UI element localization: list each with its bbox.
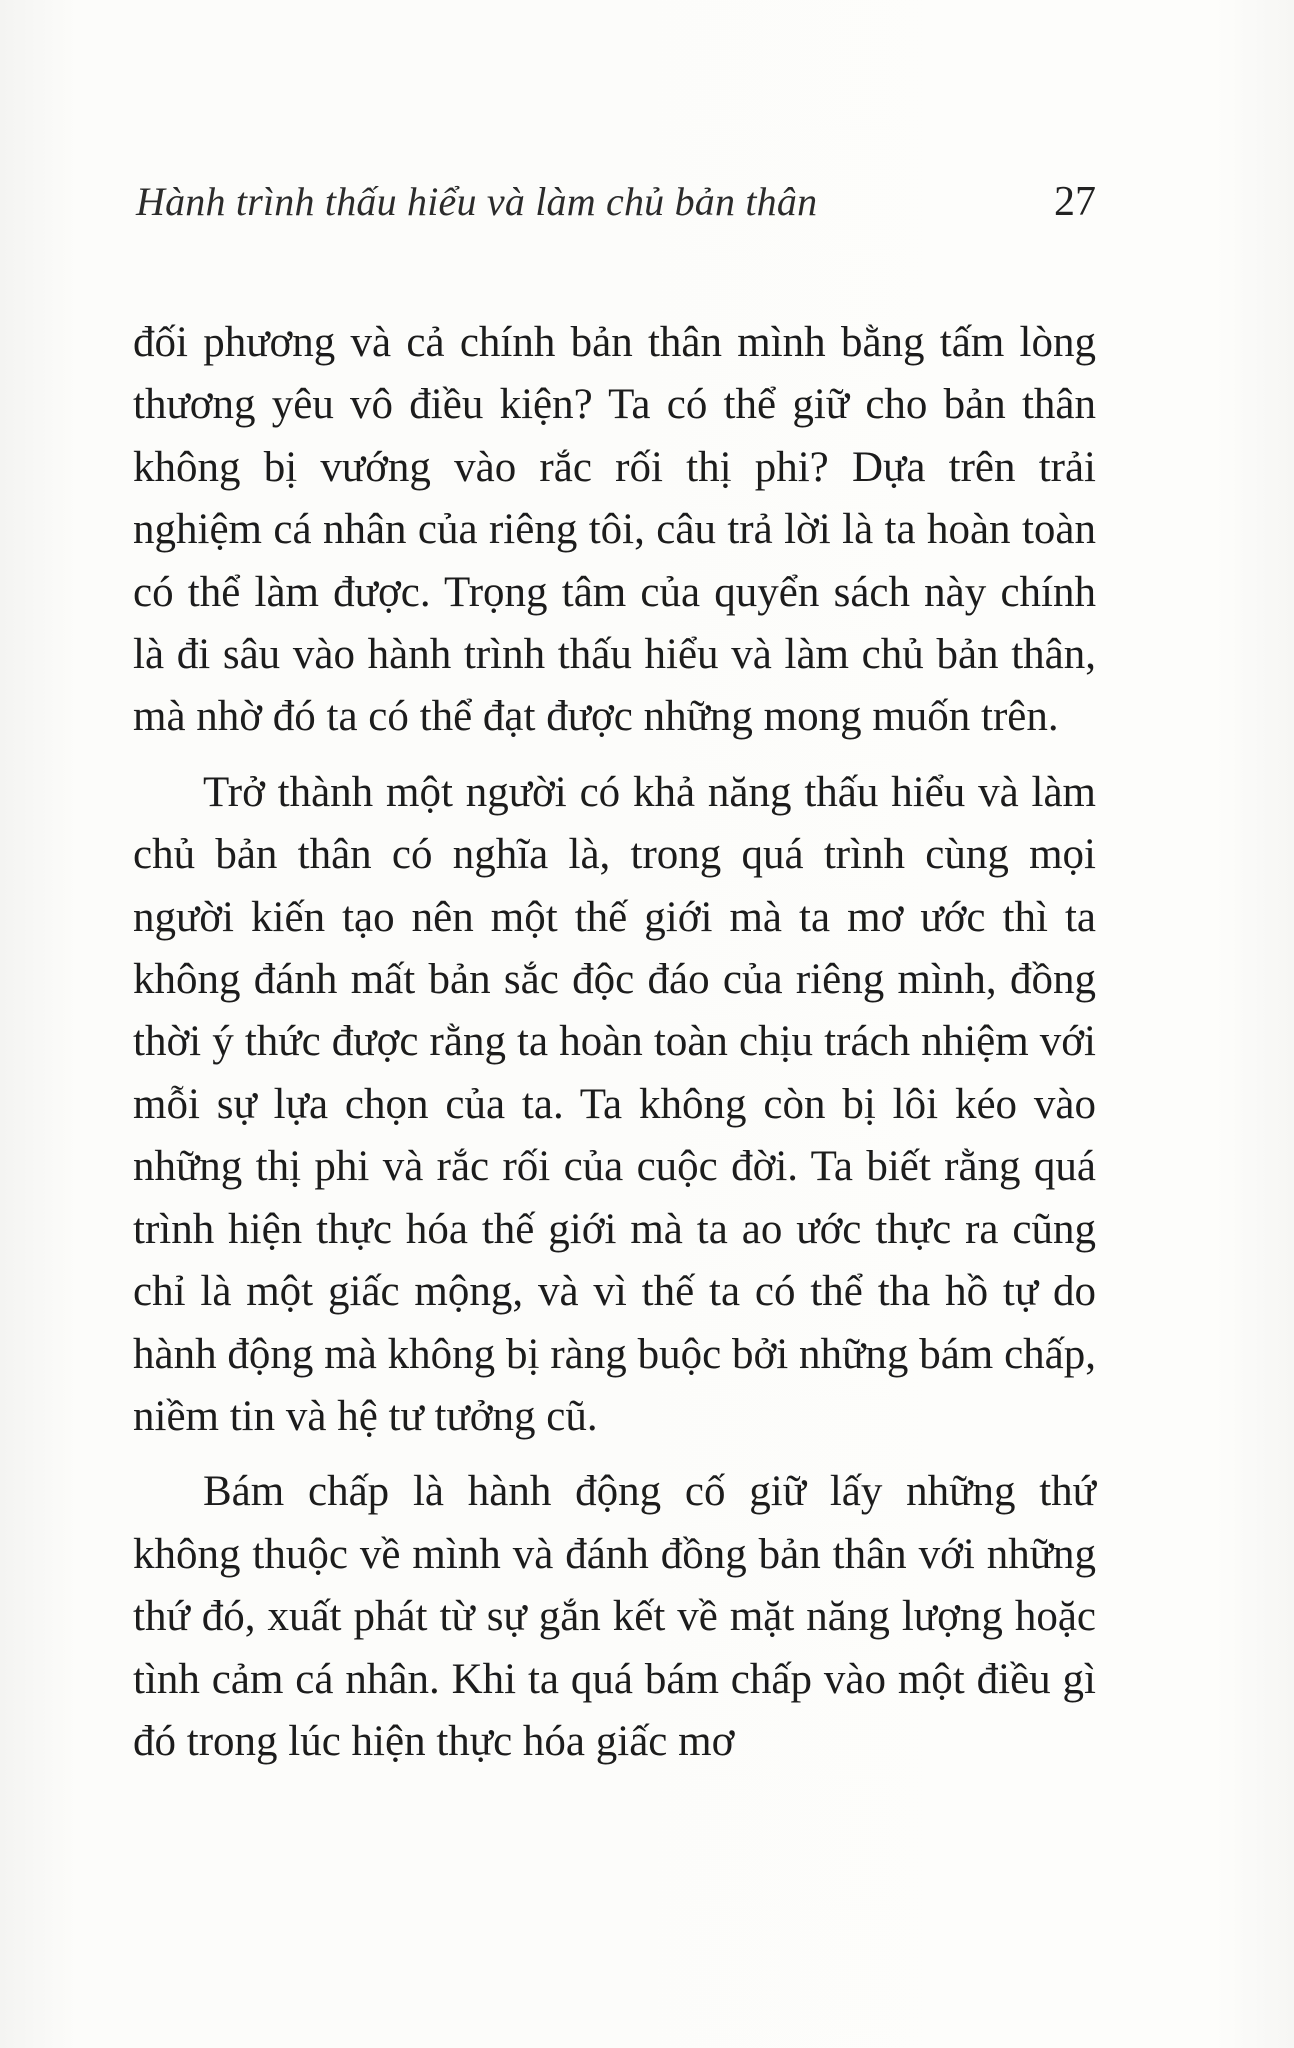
paragraph: Trở thành một người có khả năng thấu hiểu và làm chủ bản thân có nghĩa là, trong quá trình cùng mọi người kiến tạo nên một thế giới mà ta mơ ước thì ta không đánh mất bản sắc độc đáo của riêng mình, đồng thời ý thức được rằng ta hoàn toàn chịu trách nhiệm với mỗi sự lựa chọn của ta. Ta không còn bị lôi kéo vào những thị phi và rắc rối của cuộc đời. Ta biết rằng quá trình hiện thực hóa thế giới mà ta ao ước thực ra cũng chỉ là một giấc mộng, và vì thế ta có thể tha hồ tự do hành động mà không bị ràng buộc bởi những bám chấp, niềm tin và hệ tư tưởng cũ. bbox=[133, 768, 1096, 1440]
paragraph: Bám chấp là hành động cố giữ lấy những thứ không thuộc về mình và đánh đồng bản thân với những thứ đó, xuất phát từ sự gắn kết về mặt năng lượng hoặc tình cảm cá nhân. Khi ta quá bám chấp vào một điều gì đó trong lúc hiện thực hóa giấc mơ bbox=[133, 1468, 1096, 1765]
page-number: 27 bbox=[1054, 179, 1096, 225]
running-header bbox=[136, 178, 1096, 238]
running-header-title: Hành trình thấu hiểu và làm chủ bản thân bbox=[136, 179, 818, 224]
body-text bbox=[133, 312, 1096, 1773]
paragraph-continued: đối phương và cả chính bản thân mình bằng tấm lòng thương yêu vô điều kiện? Ta có thể giữ cho bản thân không bị vướng vào rắc rối thị phi? Dựa trên trải nghiệm cá nhân của riêng tôi, câu trả lời là ta hoàn toàn có thể làm được. Trọng tâm của quyển sách này chính là đi sâu vào hành trình thấu hiểu và làm chủ bản thân, mà nhờ đó ta có thể đạt được những mong muốn trên. bbox=[133, 319, 1096, 741]
